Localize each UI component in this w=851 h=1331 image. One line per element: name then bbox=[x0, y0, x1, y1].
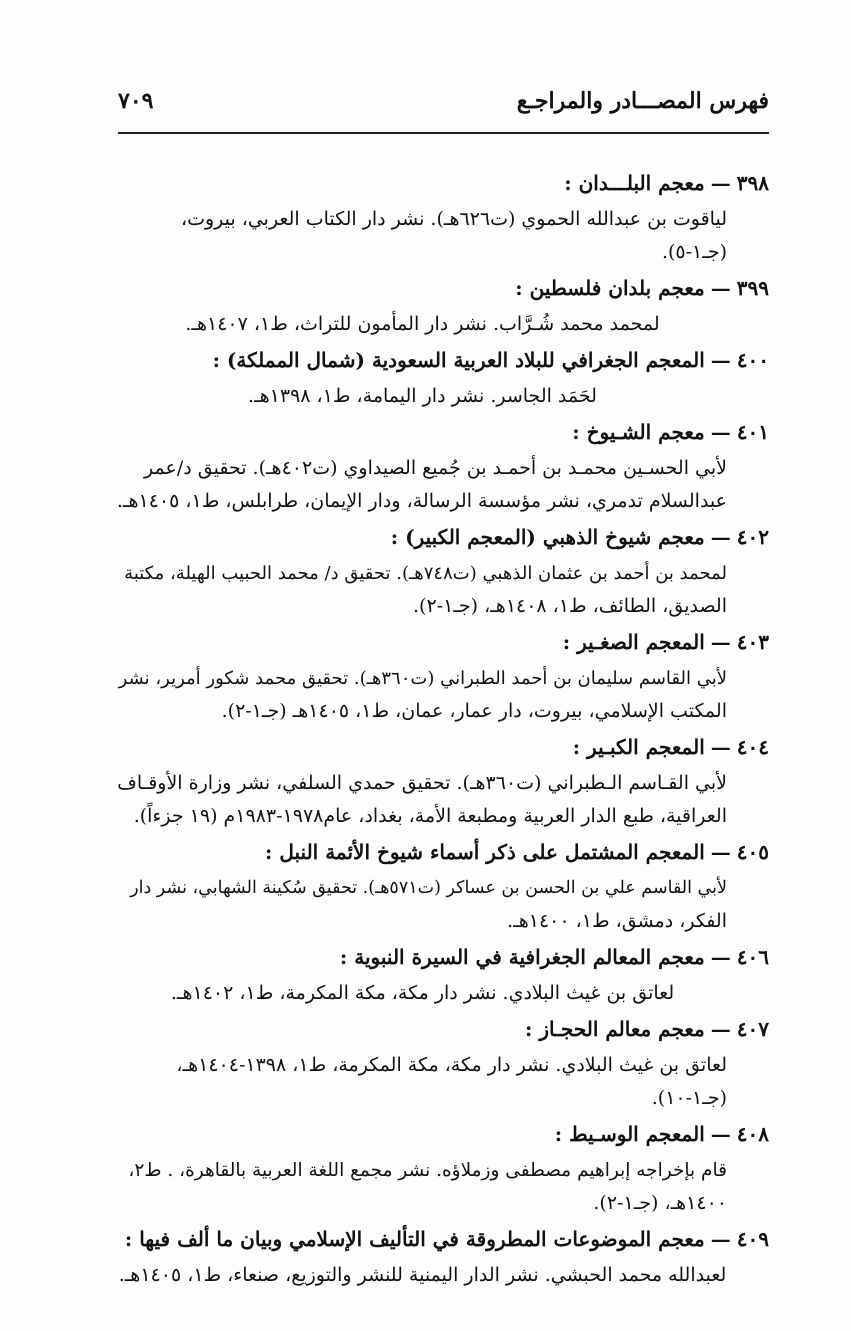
page-header bbox=[118, 84, 769, 124]
entry-number: ٤٠٦ bbox=[736, 945, 769, 969]
entry-heading bbox=[118, 938, 769, 977]
entry-number: ٤٠٧ bbox=[736, 1017, 769, 1041]
entry-number: ٣٩٩ bbox=[736, 276, 769, 300]
citation-line: لعاتق بن غيث البلادي. نشر دار مكة، مكة المكرمة، ط١، ١٤٠٢هـ. bbox=[170, 982, 675, 1004]
citation-line: لعاتق بن غيث البلادي. نشر دار مكة، مكة المكرمة، ط١، ١٣٩٨-١٤٠٤هـ، bbox=[176, 1054, 727, 1076]
citation-line: عبدالسلام تدمري، نشر مؤسسة الرسالة، ودار الإيمان، طرابلس، ط١، ١٤٠٥هـ. bbox=[116, 490, 727, 512]
entry-number: ٤٠٩ bbox=[736, 1227, 769, 1251]
entry-dash: — bbox=[710, 735, 731, 759]
entry-citation bbox=[118, 767, 769, 833]
entry-title: معجم الشـيوخ : bbox=[572, 420, 705, 444]
citation-line: المكتب الإسلامي، بيروت، دار عمار، عمان، ط١، ١٤٠٥هـ (جـ١-٢). bbox=[221, 700, 727, 722]
entry-dash: — bbox=[710, 348, 731, 372]
entry-dash: — bbox=[710, 420, 731, 444]
entry-title: معجم المعالم الجغرافية في السيرة النبوية : bbox=[339, 945, 705, 969]
entry-title: المعجم المشتمل على ذكر أسماء شيوخ الأئمة النبل : bbox=[265, 840, 705, 864]
entry-title: المعجم الكبـير : bbox=[572, 735, 705, 759]
bibliography-entry bbox=[118, 413, 769, 518]
entry-citation bbox=[118, 308, 769, 341]
citation-line: لأبي القاسم علي بن الحسن بن عساكر (ت٥٧١هـ). تحقيق سُكينة الشهابي، نشر دار bbox=[130, 878, 727, 898]
entry-citation bbox=[118, 1154, 769, 1220]
bibliography-entry bbox=[118, 623, 769, 728]
entry-title: معجم الموضوعات المطروقة في التأليف الإسلامي وبيان ما ألف فيها : bbox=[124, 1227, 705, 1251]
bibliography-entry bbox=[118, 341, 769, 413]
citation-line: الفكر، دمشق، ط١، ١٤٠٠هـ. bbox=[507, 910, 727, 932]
entry-citation bbox=[118, 452, 769, 518]
entry-heading bbox=[118, 164, 769, 203]
entry-dash: — bbox=[710, 525, 731, 549]
entry-heading bbox=[118, 1010, 769, 1049]
bibliography-entry bbox=[118, 833, 769, 938]
header-rule bbox=[118, 132, 769, 134]
citation-line: لمحمد بن أحمد بن عثمان الذهبي (ت٧٤٨هـ). تحقيق د/ محمد الحبيب الهيلة، مكتبة bbox=[124, 563, 727, 584]
entry-heading bbox=[118, 341, 769, 380]
entry-citation bbox=[118, 977, 769, 1010]
entry-title: معجم البلـــدان : bbox=[564, 171, 705, 195]
bibliography-entry bbox=[118, 1220, 769, 1292]
citation-line: لأبي القـاسم الـطبراني (ت٣٦٠هـ). تحقيق حمدي السلفي، نشر وزارة الأوقـاف bbox=[117, 772, 727, 794]
bibliography-entry bbox=[118, 164, 769, 269]
entry-citation bbox=[118, 203, 769, 269]
page-number: ٧٠٩ bbox=[118, 88, 154, 114]
entry-number: ٤٠٨ bbox=[736, 1122, 769, 1146]
citation-line: لياقوت بن عبدالله الحموي (ت٦٢٦هـ). نشر دار الكتاب العربي، بيروت، bbox=[180, 208, 727, 230]
entry-title: المعجم الوسـيط : bbox=[554, 1122, 705, 1146]
entry-heading bbox=[118, 518, 769, 557]
citation-line: لأبي الحسـين محمـد بن أحمـد بن جُميع الصيداوي (ت٤٠٢هـ). تحقيق د/عمر bbox=[144, 457, 727, 479]
entry-citation bbox=[118, 1049, 769, 1115]
bibliography-entry bbox=[118, 1010, 769, 1115]
entry-title: معجم معالم الحجـاز : bbox=[524, 1017, 705, 1041]
bibliography-list bbox=[118, 164, 769, 1292]
citation-line: ١٤٠٠هـ، (جـ١-٢). bbox=[593, 1192, 727, 1214]
entry-citation bbox=[118, 380, 769, 413]
entry-citation bbox=[118, 662, 769, 728]
entry-number: ٤٠١ bbox=[736, 420, 769, 444]
entry-title: معجم شيوخ الذهبي (المعجم الكبير) : bbox=[390, 525, 705, 549]
entry-dash: — bbox=[710, 945, 731, 969]
entry-dash: — bbox=[710, 171, 731, 195]
entry-citation bbox=[118, 872, 769, 938]
entry-citation bbox=[118, 557, 769, 623]
bibliography-entry bbox=[118, 518, 769, 623]
entry-number: ٣٩٨ bbox=[736, 171, 769, 195]
entry-number: ٤٠٤ bbox=[736, 735, 769, 759]
citation-line: لحَمَد الجاسر. نشر دار اليمامة، ط١، ١٣٩٨هـ. bbox=[248, 385, 597, 407]
running-title: فهرس المصـــادر والمراجـع bbox=[516, 88, 769, 114]
bibliography-entry bbox=[118, 1115, 769, 1220]
entry-dash: — bbox=[710, 276, 731, 300]
entry-number: ٤٠٥ bbox=[736, 840, 769, 864]
bibliography-entry bbox=[118, 938, 769, 1010]
citation-line: قام بإخراجه إبراهيم مصطفى وزملاؤه. نشر مجمع اللغة العربية بالقاهرة، . ط٢، bbox=[128, 1160, 727, 1181]
entry-citation bbox=[118, 1259, 769, 1292]
entry-dash: — bbox=[710, 840, 731, 864]
citation-line: الصديق، الطائف، ط١، ١٤٠٨هـ، (جـ١-٢). bbox=[413, 595, 727, 617]
bibliography-entry bbox=[118, 269, 769, 341]
entry-heading bbox=[118, 413, 769, 452]
entry-number: ٤٠٠ bbox=[736, 348, 769, 372]
bibliography-entry bbox=[118, 728, 769, 833]
entry-title: معجم بلدان فلسطين : bbox=[515, 276, 705, 300]
citation-line: العراقية، طبع الدار العربية ومطبعة الأمة، بغداد، عام١٩٧٨-١٩٨٣م (١٩ جزءاً). bbox=[133, 805, 727, 827]
entry-number: ٤٠٣ bbox=[736, 630, 769, 654]
entry-heading bbox=[118, 1220, 769, 1259]
citation-line: لمحمد محمد شُـرَّاب. نشر دار المأمون للتراث، ط١، ١٤٠٧هـ. bbox=[185, 313, 660, 335]
citation-line: لعبدالله محمد الحبشي. نشر الدار اليمنية للنشر والتوزيع، صنعاء، ط١، ١٤٠٥هـ. bbox=[118, 1264, 727, 1286]
entry-title: المعجم الصغـير : bbox=[562, 630, 705, 654]
entry-heading bbox=[118, 833, 769, 872]
entry-heading bbox=[118, 623, 769, 662]
citation-line: لأبي القاسم سليمان بن أحمد الطبراني (ت٣٦٠هـ). تحقيق محمد شكور أمرير، نشر bbox=[118, 668, 727, 689]
entry-dash: — bbox=[710, 1227, 731, 1251]
entry-number: ٤٠٢ bbox=[736, 525, 769, 549]
entry-title: المعجم الجغرافي للبلاد العربية السعودية (شمال المملكة) : bbox=[212, 348, 705, 372]
entry-heading bbox=[118, 269, 769, 308]
entry-heading bbox=[118, 728, 769, 767]
entry-heading bbox=[118, 1115, 769, 1154]
entry-dash: — bbox=[710, 630, 731, 654]
citation-line: (جـ١-١٠). bbox=[651, 1087, 727, 1109]
entry-dash: — bbox=[710, 1017, 731, 1041]
citation-line: (جـ١-٥). bbox=[661, 241, 727, 263]
entry-dash: — bbox=[710, 1122, 731, 1146]
